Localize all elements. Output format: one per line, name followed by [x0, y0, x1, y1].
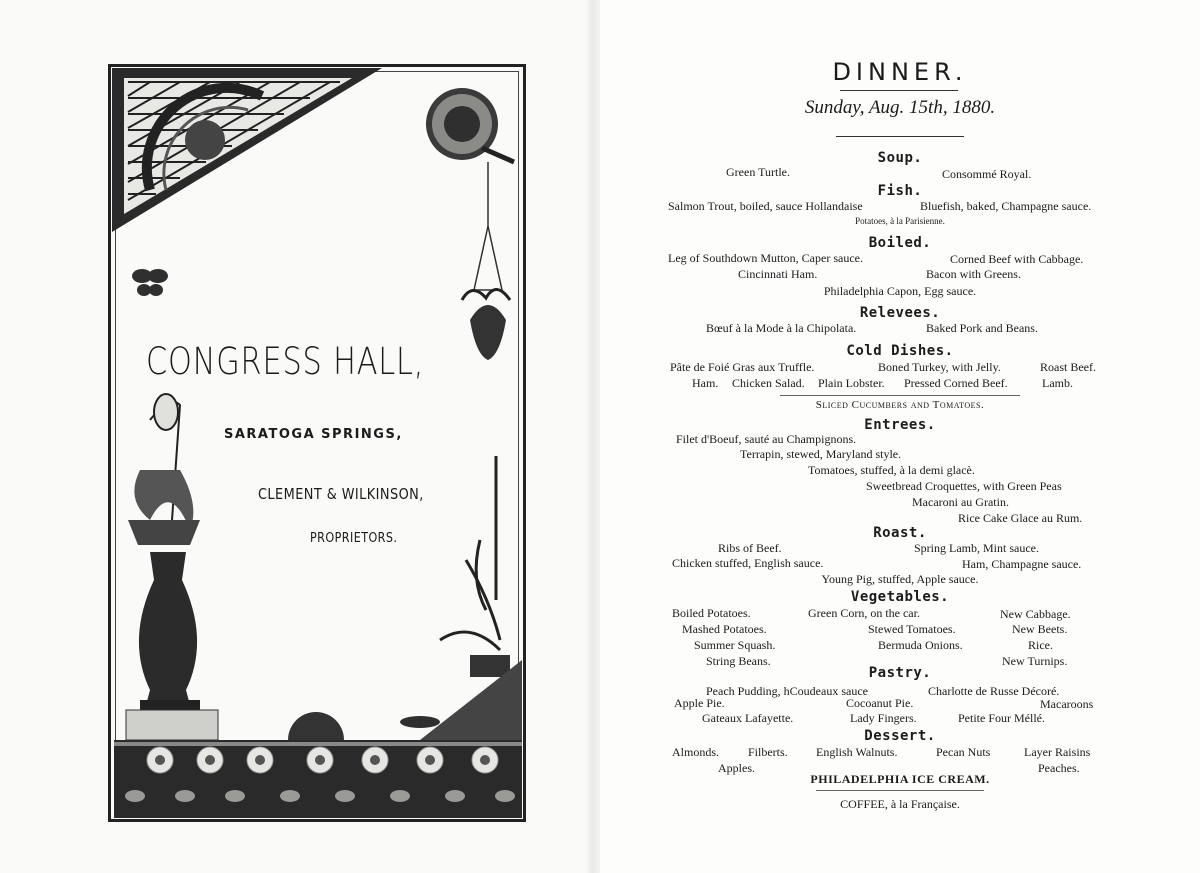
menu-item: Rice Cake Glace au Rum.	[958, 511, 1083, 525]
menu-item: Peaches.	[1038, 761, 1080, 775]
menu-item: English Walnuts.	[816, 745, 898, 759]
section-heading-cold-dishes: Cold Dishes.	[846, 343, 954, 359]
menu-item: Spring Lamb, Mint sauce.	[914, 541, 1039, 555]
menu-item: Boiled Potatoes.	[672, 606, 751, 620]
menu-item: Bacon with Greens.	[926, 267, 1021, 281]
menu-item: Pressed Corned Beef.	[904, 376, 1008, 390]
menu-item: Peach Pudding, hCoudeaux sauce	[706, 684, 868, 698]
menu-item: Lamb.	[1042, 376, 1073, 390]
menu-item: Rice.	[1028, 638, 1053, 652]
menu-item: Green Corn, on the car.	[808, 606, 920, 620]
menu-page	[600, 0, 1200, 873]
menu-item: Charlotte de Russe Décoré.	[928, 684, 1060, 698]
book-gutter	[586, 0, 600, 873]
menu-item: Summer Squash.	[694, 638, 776, 652]
grasshopper-ornament	[400, 716, 440, 728]
section-heading-roast: Roast.	[873, 525, 927, 541]
coffee-line: COFFEE, à la Française.	[840, 797, 960, 811]
menu-item: Gateaux Lafayette.	[702, 711, 794, 725]
menu-item: Leg of Southdown Mutton, Caper sauce.	[668, 251, 863, 265]
menu-item: Ham.	[692, 376, 719, 390]
menu-item: Macaroons	[1040, 697, 1094, 711]
menu-item: Apples.	[718, 761, 755, 775]
cover-proprietor-names: CLEMENT & WILKINSON,	[258, 485, 424, 503]
menu-item: Cocoanut Pie.	[846, 696, 914, 710]
menu-item: Cincinnati Ham.	[738, 267, 818, 281]
menu-item: New Turnips.	[1002, 654, 1068, 668]
menu-item: Almonds.	[672, 745, 720, 759]
section-heading-soup: Soup.	[877, 150, 923, 166]
section-heading-dessert: Dessert.	[864, 728, 936, 744]
title-rule	[840, 90, 958, 91]
menu-item: Pecan Nuts	[936, 745, 991, 759]
menu-item: Young Pig, stuffed, Apple sauce.	[821, 572, 979, 586]
menu-item: Filberts.	[748, 745, 788, 759]
menu-item: Mashed Potatoes.	[682, 622, 767, 636]
menu-item: Baked Pork and Beans.	[926, 321, 1038, 335]
menu-item: Sweetbread Croquettes, with Green Peas	[866, 479, 1062, 493]
menu-item: Potatoes, à la Parisienne.	[855, 216, 945, 226]
menu-item: Boned Turkey, with Jelly.	[878, 360, 1001, 374]
menu-item: Pâte de Foié Gras aux Truffle.	[670, 360, 815, 374]
section-heading-fish: Fish.	[877, 183, 923, 199]
menu-item: Chicken stuffed, English sauce.	[672, 556, 824, 570]
menu-item: Consommé Royal.	[942, 167, 1032, 181]
section-heading-pastry: Pastry.	[868, 665, 932, 681]
menu-item: Salmon Trout, boiled, sauce Hollandaise	[668, 199, 863, 213]
menu-item: Bermuda Onions.	[878, 638, 963, 652]
ice-cream-line: PHILADELPHIA ICE CREAM.	[810, 772, 990, 786]
vase-illustration	[126, 394, 218, 740]
menu-item: Stewed Tomatoes.	[868, 622, 956, 636]
menu-item: Bœuf à la Mode à la Chipolata.	[706, 321, 857, 335]
cover-proprietors-label: PROPRIETORS.	[310, 531, 398, 546]
cover-title: CONGRESS HALL,	[146, 340, 425, 383]
cover-location: SARATOGA SPRINGS,	[224, 427, 403, 442]
menu-item: Filet d'Boeuf, sauté au Champignons.	[676, 432, 857, 446]
section-rule	[780, 395, 1020, 396]
section-heading-vegetables: Vegetables.	[850, 589, 950, 605]
section-heading-relevees: Relevees.	[859, 305, 941, 321]
menu-item: Corned Beef with Cabbage.	[950, 252, 1084, 266]
menu-item: Ribs of Beef.	[718, 541, 782, 555]
menu-item: Chicken Salad.	[732, 376, 805, 390]
menu-item: String Beans.	[706, 654, 771, 668]
menu-item: Apple Pie.	[674, 696, 725, 710]
section-rule	[816, 790, 984, 791]
menu-item: Philadelphia Capon, Egg sauce.	[823, 284, 977, 298]
menu-item: Macaroni au Gratin.	[912, 495, 1009, 509]
plant-ornament-right	[440, 456, 500, 650]
menu-item: Petite Four Méllé.	[958, 711, 1045, 725]
date-rule	[836, 136, 964, 137]
menu-title: DINNER.	[832, 58, 968, 86]
menu-item: Plain Lobster.	[818, 376, 885, 390]
cover-page	[0, 0, 592, 873]
menu-item: Bluefish, baked, Champagne sauce.	[920, 199, 1092, 213]
menu-item: Sliced Cucumbers and Tomatoes.	[815, 399, 985, 411]
hanging-planter	[474, 226, 502, 290]
sunburst-ornament	[288, 712, 344, 740]
section-heading-boiled: Boiled.	[868, 235, 932, 251]
menu-item: Terrapin, stewed, Maryland style.	[740, 447, 902, 461]
flower-pot	[470, 655, 510, 677]
section-heading-entrees: Entrees.	[864, 417, 936, 433]
menu-date: Sunday, Aug. 15th, 1880.	[804, 97, 996, 118]
menu-item: Green Turtle.	[726, 165, 790, 179]
menu-item: New Cabbage.	[1000, 607, 1071, 621]
menu-item: Lady Fingers.	[850, 711, 917, 725]
menu-item: Ham, Champagne sauce.	[962, 557, 1082, 571]
menu-item: Roast Beef.	[1040, 360, 1096, 374]
butterfly-ornament	[132, 269, 168, 296]
menu-item: New Beets.	[1012, 622, 1068, 636]
menu-item: Tomatoes, stuffed, à la demi glacè.	[808, 463, 975, 477]
menu-item: Layer Raisins	[1024, 745, 1091, 759]
